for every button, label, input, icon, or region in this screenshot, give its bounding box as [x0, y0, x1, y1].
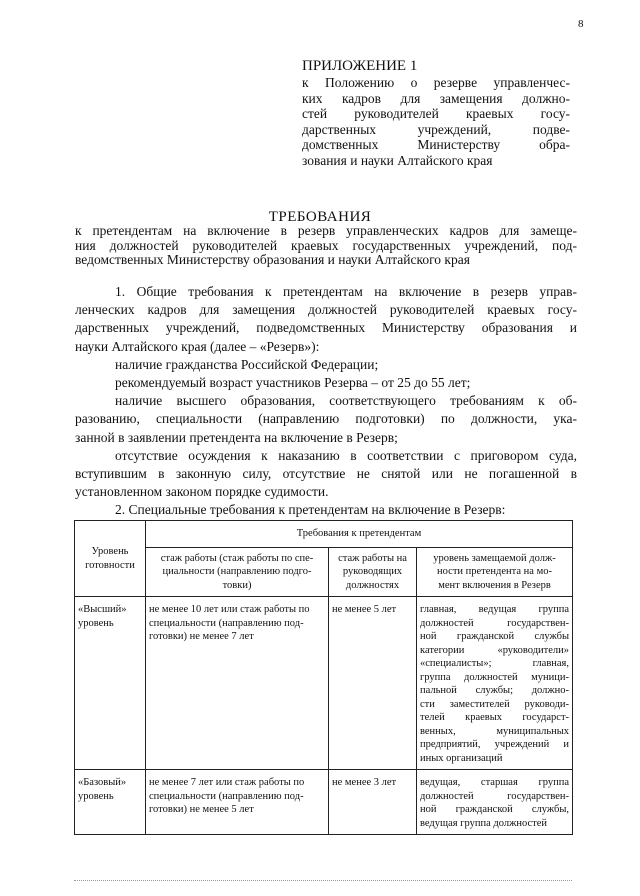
header-experience: стаж работы (стаж работы по спе- циальности (направлению подго- товки): [146, 547, 329, 597]
cell-level: «Базовый» уровень: [75, 770, 146, 835]
body-line: отсутствие осуждения к наказанию в соответствии с приговором суда,: [115, 447, 577, 463]
document-title: ТРЕБОВАНИЯ: [268, 209, 372, 225]
body-line: занной в заявлении претендента на включение в Резерв;: [75, 429, 398, 445]
body-line: наличие гражданства Российской Федерации;: [115, 356, 379, 372]
header-position: уровень замещаемой долж- ности претендента на мо- мент включения в Резерв: [417, 547, 573, 597]
subtitle-line: ния должностей руководителей краевых государственных учреждений, под-: [75, 237, 577, 253]
body-line: дарственных учреждений, подведомственных Министерству образования и: [75, 320, 577, 336]
table-subheader-row: [75, 547, 573, 597]
body-line: 1. Общие требования к претендентам на включение в резерв управ-: [115, 284, 577, 299]
cell-management: не менее 5 лет: [329, 597, 417, 770]
appendix-block: [302, 58, 570, 168]
body-line: рекомендуемый возраст участников Резерва – от 25 до 55 лет;: [115, 375, 471, 391]
page-bottom-divider: [74, 880, 572, 881]
header-level: Уровень готовности: [75, 521, 146, 597]
appendix-line: к Положению о резерве управленчес-: [302, 75, 570, 90]
appendix-line: стей руководителей краевых госу-: [302, 106, 570, 121]
appendix-line: ких кадров для замещения должно-: [302, 90, 570, 106]
cell-level: «Высший» уровень: [75, 597, 146, 770]
cell-experience: не менее 10 лет или стаж работы по специальности (направлению под- готовки) не менее 7 лет: [146, 597, 329, 770]
cell-management: не менее 3 лет: [329, 770, 417, 835]
appendix-title: ПРИЛОЖЕНИЕ 1: [302, 58, 418, 74]
page-number: 8: [578, 18, 584, 30]
subtitle-line: к претендентам на включение в резерв управленческих кадров для замеще-: [75, 223, 577, 238]
table-row: [75, 597, 573, 770]
document-subtitle: [75, 224, 577, 268]
subtitle-line: ведомственных Министерству образования и науки Алтайского края: [75, 252, 470, 267]
appendix-line: дарственных учреждений, подве-: [302, 121, 570, 137]
body-line: разованию, специальности (направлению подготовки) по должности, ука-: [75, 411, 577, 427]
appendix-line: домственных Министерству обра-: [302, 137, 570, 152]
header-management: стаж работы на руководящих должностях: [329, 547, 417, 597]
requirements-table: [74, 520, 573, 835]
body-line: науки Алтайского края (далее – «Резерв»):: [75, 338, 320, 354]
body-line: 2. Специальные требования к претендентам на включение в Резерв:: [115, 502, 506, 518]
body-text: [75, 283, 577, 520]
appendix-line: зования и науки Алтайского края: [302, 152, 493, 168]
header-requirements: Требования к претендентам: [146, 521, 573, 548]
body-line: наличие высшего образования, соответствующего требованиям к об-: [115, 393, 577, 409]
cell-experience: не менее 7 лет или стаж работы по специальности (направлению под- готовки) не менее 5 лет: [146, 770, 329, 835]
cell-position: ведущая, старшая группа должностей государствен- ной гражданской службы, ведущая группа должностей: [417, 770, 573, 835]
body-line: установленном законом порядке судимости.: [75, 484, 329, 500]
table-header-row: [75, 521, 573, 548]
body-line: ленческих кадров для замещения должностей руководителей краевых госу-: [75, 302, 577, 318]
body-line: вступившим в законную силу, отсутствие не снятой или не погашенной в: [75, 466, 577, 482]
cell-position: главная, ведущая группа должностей государствен- ной гражданской службы категории «руководители» «специалисты»; главная, группа должностей муници- пальной службы; должно- сти заместителей руководи- телей краевых государст- венных, муниципальных предприятий, учреждений и иных организаций: [417, 597, 573, 770]
table-row: [75, 770, 573, 835]
